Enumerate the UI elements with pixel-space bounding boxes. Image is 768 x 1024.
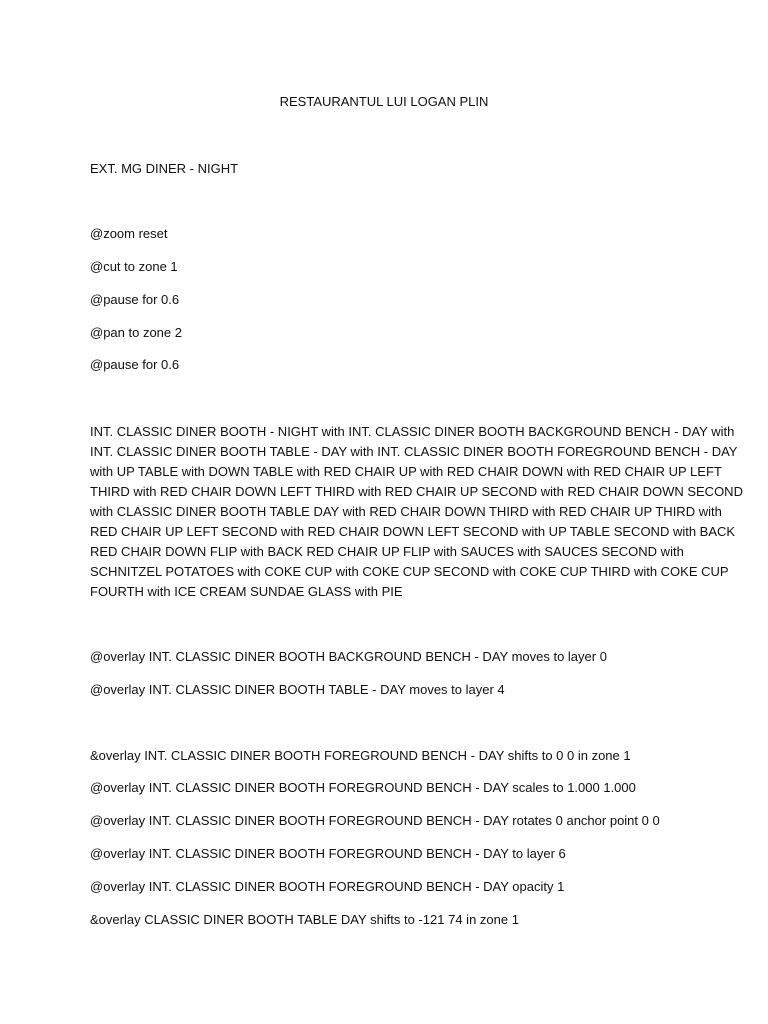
command-overlay-layer: @overlay INT. CLASSIC DINER BOOTH FOREGROUND BENCH - DAY to layer 6: [90, 846, 566, 861]
command-cut-zone-1: @cut to zone 1: [90, 259, 178, 274]
command-overlay-shift: &overlay INT. CLASSIC DINER BOOTH FOREGROUND BENCH - DAY shifts to 0 0 in zone 1: [90, 748, 631, 763]
paragraph-line: FOURTH with ICE CREAM SUNDAE GLASS with PIE: [90, 584, 403, 599]
paragraph-line: RED CHAIR DOWN FLIP with BACK RED CHAIR UP FLIP with SAUCES with SAUCES SECOND with: [90, 544, 684, 559]
command-overlay-table-layer: @overlay INT. CLASSIC DINER BOOTH TABLE - DAY moves to layer 4: [90, 682, 505, 697]
paragraph-line: INT. CLASSIC DINER BOOTH TABLE - DAY with INT. CLASSIC DINER BOOTH FOREGROUND BENCH - DAY: [90, 444, 738, 459]
command-overlay-background-bench: @overlay INT. CLASSIC DINER BOOTH BACKGROUND BENCH - DAY moves to layer 0: [90, 649, 607, 664]
paragraph-line: THIRD with RED CHAIR DOWN LEFT THIRD with RED CHAIR UP SECOND with RED CHAIR DOWN SECOND: [90, 484, 743, 499]
command-pause-1: @pause for 0.6: [90, 292, 180, 307]
paragraph-line: with CLASSIC DINER BOOTH TABLE DAY with RED CHAIR DOWN THIRD with RED CHAIR UP THIRD with: [90, 504, 722, 519]
command-pan-zone-2: @pan to zone 2: [90, 325, 182, 340]
command-overlay-opacity: @overlay INT. CLASSIC DINER BOOTH FOREGROUND BENCH - DAY opacity 1: [90, 879, 565, 894]
paragraph-line: SCHNITZEL POTATOES with COKE CUP with COKE CUP SECOND with COKE CUP THIRD with COKE CUP: [90, 564, 729, 579]
scene-description-paragraph: [90, 422, 743, 602]
command-zoom-reset: @zoom reset: [90, 226, 168, 241]
command-overlay-rotate: @overlay INT. CLASSIC DINER BOOTH FOREGROUND BENCH - DAY rotates 0 anchor point 0 0: [90, 813, 660, 828]
paragraph-line: with UP TABLE with DOWN TABLE with RED CHAIR UP with RED CHAIR DOWN with RED CHAIR UP LEFT: [90, 464, 722, 479]
paragraph-line: INT. CLASSIC DINER BOOTH - NIGHT with INT. CLASSIC DINER BOOTH BACKGROUND BENCH - DAY with: [90, 424, 735, 439]
paragraph-line: RED CHAIR UP LEFT SECOND with RED CHAIR DOWN LEFT SECOND with UP TABLE SECOND with BACK: [90, 524, 736, 539]
command-overlay-scale: @overlay INT. CLASSIC DINER BOOTH FOREGROUND BENCH - DAY scales to 1.000 1.000: [90, 780, 636, 795]
command-pause-2: @pause for 0.6: [90, 357, 180, 372]
scene-heading: EXT. MG DINER - NIGHT: [90, 161, 239, 176]
command-overlay-table-shift: &overlay CLASSIC DINER BOOTH TABLE DAY shifts to -121 74 in zone 1: [90, 912, 519, 927]
document-title: RESTAURANTUL LUI LOGAN PLIN: [279, 94, 489, 109]
